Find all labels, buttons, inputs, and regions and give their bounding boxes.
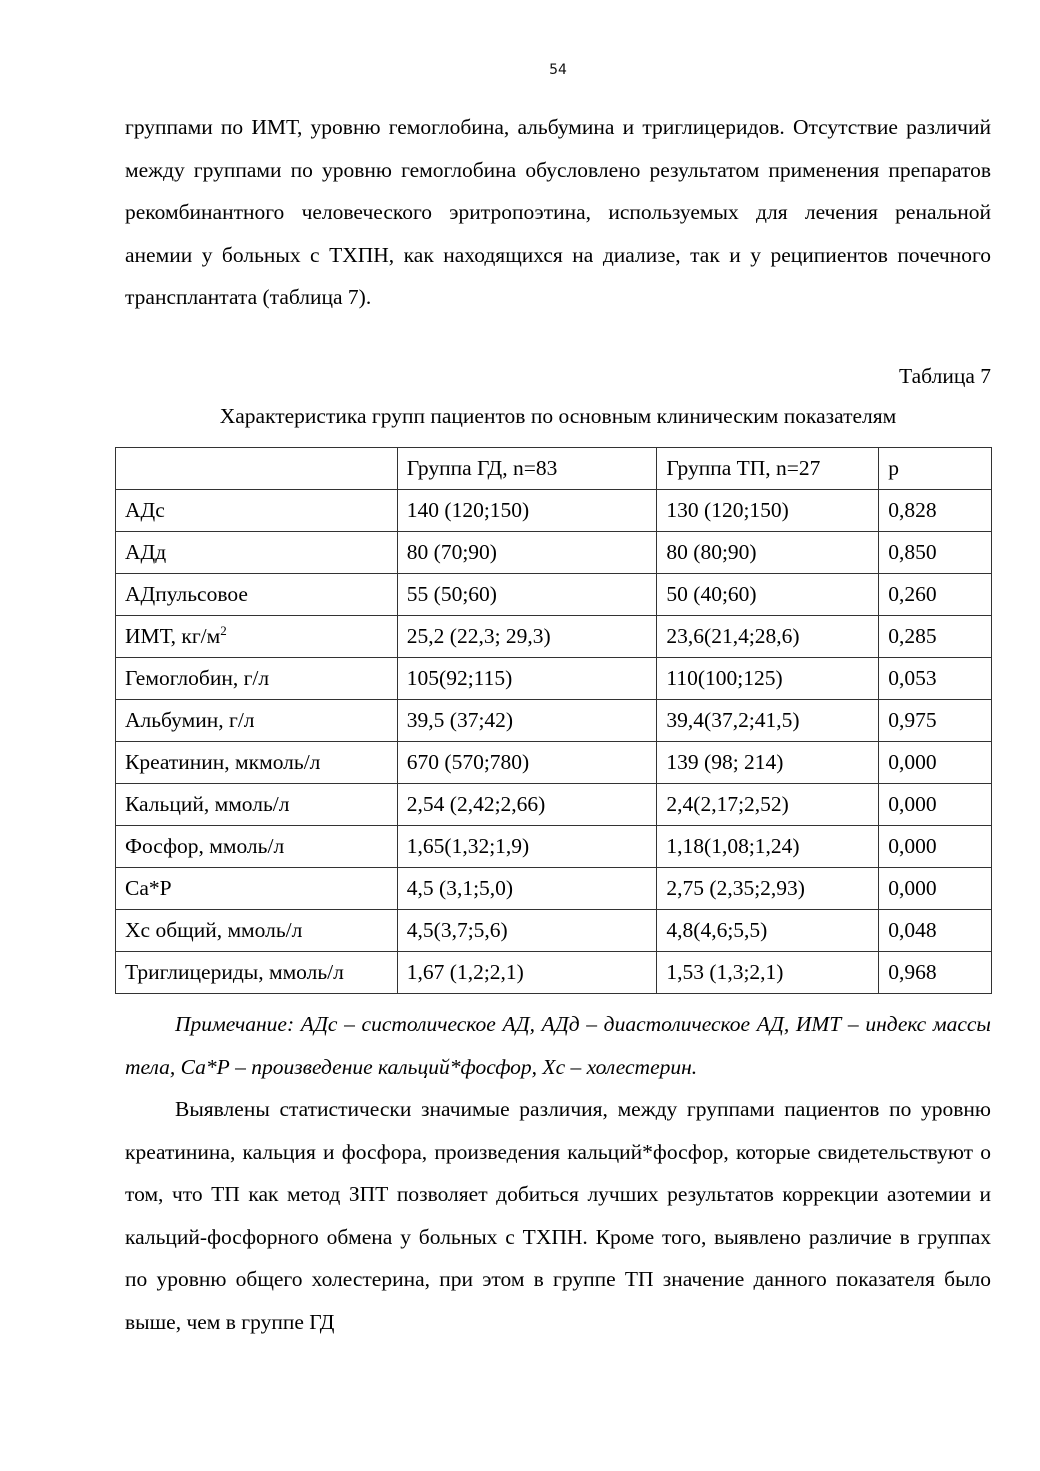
table-row	[116, 490, 992, 532]
table-row	[116, 532, 992, 574]
tp-value-cell: 110(100;125)	[657, 658, 879, 700]
gd-value-cell: 4,5(3,7;5,6)	[397, 910, 657, 952]
tp-value-cell: 1,53 (1,3;2,1)	[657, 952, 879, 994]
row-label: АДпульсовое	[125, 582, 248, 606]
tp-value-cell: 1,18(1,08;1,24)	[657, 826, 879, 868]
tp-value-cell: 2,75 (2,35;2,93)	[657, 868, 879, 910]
gd-value-cell: 4,5 (3,1;5,0)	[397, 868, 657, 910]
p-value-cell: 0,000	[879, 826, 992, 868]
paragraph-intro: группами по ИМТ, уровню гемоглобина, альбумина и триглицеридов. Отсутствие различий между группами по уровню гемоглобина обусловлено результатом применения препаратов рекомбинантного человеческого эритропоэтина, используемых для лечения ренальной анемии у больных с ТХПН, как находящихся на диализе, так и у реципиентов почечного трансплантата (таблица 7).	[125, 115, 991, 309]
p-value-cell: 0,000	[879, 868, 992, 910]
row-label: Са*Р	[125, 876, 172, 900]
clinical-table	[115, 447, 992, 994]
tp-value-cell: 4,8(4,6;5,5)	[657, 910, 879, 952]
row-label-cell	[116, 490, 398, 532]
row-label-cell	[116, 700, 398, 742]
row-label-cell	[116, 952, 398, 994]
row-label-cell	[116, 742, 398, 784]
row-label-cell	[116, 826, 398, 868]
tp-value-cell: 80 (80;90)	[657, 532, 879, 574]
table-row	[116, 574, 992, 616]
table-row	[116, 784, 992, 826]
row-label: Альбумин, г/л	[125, 708, 255, 732]
tp-value-cell: 50 (40;60)	[657, 574, 879, 616]
row-label-cell	[116, 574, 398, 616]
p-value-cell: 0,285	[879, 616, 992, 658]
row-label: Триглицериды, ммоль/л	[125, 960, 344, 984]
table-row	[116, 826, 992, 868]
row-label: Хс общий, ммоль/л	[125, 918, 303, 942]
p-value-cell: 0,000	[879, 742, 992, 784]
row-label-cell	[116, 532, 398, 574]
row-label-cell	[116, 616, 398, 658]
table-row	[116, 616, 992, 658]
gd-value-cell: 1,65(1,32;1,9)	[397, 826, 657, 868]
p-value-cell: 0,260	[879, 574, 992, 616]
header-cell: Группа ГД, n=83	[397, 448, 657, 490]
row-label: Кальций, ммоль/л	[125, 792, 290, 816]
table-row	[116, 658, 992, 700]
p-value-cell: 0,968	[879, 952, 992, 994]
p-value-cell: 0,828	[879, 490, 992, 532]
gd-value-cell: 1,67 (1,2;2,1)	[397, 952, 657, 994]
gd-value-cell: 2,54 (2,42;2,66)	[397, 784, 657, 826]
table-row	[116, 700, 992, 742]
tp-value-cell: 139 (98; 214)	[657, 742, 879, 784]
tp-value-cell: 130 (120;150)	[657, 490, 879, 532]
row-label: АДд	[125, 540, 167, 564]
row-label: ИМТ, кг/м	[125, 624, 221, 648]
tp-value-cell: 2,4(2,17;2,52)	[657, 784, 879, 826]
header-cell: Группа ТП, n=27	[657, 448, 879, 490]
gd-value-cell: 80 (70;90)	[397, 532, 657, 574]
row-label-cell	[116, 868, 398, 910]
table-number: Таблица 7	[899, 364, 991, 388]
row-label: Креатинин, мкмоль/л	[125, 750, 321, 774]
p-value-cell: 0,000	[879, 784, 992, 826]
p-value-cell: 0,975	[879, 700, 992, 742]
table-row	[116, 868, 992, 910]
row-label-cell	[116, 910, 398, 952]
table-header-row	[116, 448, 992, 490]
p-value-cell: 0,850	[879, 532, 992, 574]
row-label-cell	[116, 784, 398, 826]
table-note: Примечание: АДс – систолическое АД, АДд – диастолическое АД, ИМТ – индекс массы тела, Са*Р – произведение кальций*фосфор, Хс – холестерин.	[125, 1012, 991, 1079]
p-value-cell: 0,048	[879, 910, 992, 952]
tp-value-cell: 23,6(21,4;28,6)	[657, 616, 879, 658]
row-label-cell	[116, 658, 398, 700]
gd-value-cell: 25,2 (22,3; 29,3)	[397, 616, 657, 658]
page-number: 54	[549, 62, 567, 78]
gd-value-cell: 39,5 (37;42)	[397, 700, 657, 742]
row-label: Фосфор, ммоль/л	[125, 834, 285, 858]
gd-value-cell: 140 (120;150)	[397, 490, 657, 532]
table-row	[116, 742, 992, 784]
header-cell	[116, 448, 398, 490]
row-label: Гемоглобин, г/л	[125, 666, 270, 690]
table-caption: Характеристика групп пациентов по основным клиническим показателям	[219, 404, 897, 428]
row-label: АДс	[125, 498, 165, 522]
p-value-cell: 0,053	[879, 658, 992, 700]
superscript: 2	[220, 622, 227, 638]
paragraph-conclusion: Выявлены статистически значимые различия, между группами пациентов по уровню креатинина, кальция и фосфора, произведения кальций*фосфор, которые свидетельствуют о том, что ТП как метод ЗПТ позволяет добиться лучших результатов коррекции азотемии и кальций-фосфорного обмена у больных с ТХПН. Кроме того, выявлено различие в группах по уровню общего холестерина, при этом в группе ТП значение данного показателя было выше, чем в группе ГД	[125, 1097, 991, 1334]
gd-value-cell: 105(92;115)	[397, 658, 657, 700]
table-row	[116, 910, 992, 952]
table-row	[116, 952, 992, 994]
gd-value-cell: 55 (50;60)	[397, 574, 657, 616]
header-cell: p	[879, 448, 992, 490]
tp-value-cell: 39,4(37,2;41,5)	[657, 700, 879, 742]
gd-value-cell: 670 (570;780)	[397, 742, 657, 784]
